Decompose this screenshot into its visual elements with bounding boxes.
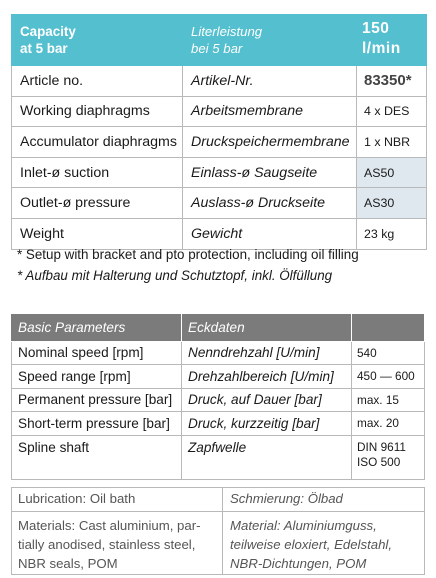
lubrication-row xyxy=(12,488,425,512)
param-label-en: Permanent pressure [bar] xyxy=(12,388,182,412)
spec-label-de: Auslass-ø Druckseite xyxy=(183,188,357,219)
param-value: 540 xyxy=(352,341,425,365)
spec-value: 4 x DES xyxy=(357,96,427,127)
capacity-value: 150 l/min xyxy=(357,15,427,66)
param-label-en: Nominal speed [rpm] xyxy=(12,341,182,365)
materials-de: Material: Aluminiumguss, teilweise eloxiert, Edelstahl, NBR-Dichtungen, POM xyxy=(223,512,425,575)
spec-row-accumulator-diaphragms xyxy=(12,127,427,158)
spline-standard-iso: ISO 500 xyxy=(357,455,401,469)
param-row-short-term-pressure xyxy=(12,412,425,436)
param-label-de: Nenndrehzahl [U/min] xyxy=(182,341,352,365)
param-label-de: Druck, auf Dauer [bar] xyxy=(182,388,352,412)
spec-label-de: Druckspeichermembrane xyxy=(183,127,357,158)
param-label-en: Speed range [rpm] xyxy=(12,365,182,389)
spec-row-outlet xyxy=(12,188,427,219)
spline-standard-din: DIN 9611 xyxy=(357,439,406,454)
param-row-permanent-pressure xyxy=(12,388,425,412)
spec-label-en: Working diaphragms xyxy=(12,96,183,127)
lubrication-materials-table xyxy=(11,487,425,575)
footnote-en: * Setup with bracket and pto protection, including oil filling xyxy=(17,247,359,262)
param-value: 450 — 600 xyxy=(352,365,425,389)
lubrication-en: Lubrication: Oil bath xyxy=(12,488,223,512)
spec-label-de: Einlass-ø Saugseite xyxy=(183,157,357,188)
param-label-en: Spline shaft xyxy=(12,435,182,479)
basic-parameters-table xyxy=(11,314,425,480)
spec-row-weight xyxy=(12,218,427,249)
spec-label-de: Gewicht xyxy=(183,218,357,249)
article-number: 83350* xyxy=(357,66,427,97)
param-label-en: Short-term pressure [bar] xyxy=(12,412,182,436)
footnote-de: * Aufbau mit Halterung und Schutztopf, inkl. Ölfüllung xyxy=(17,268,333,283)
lubrication-de: Schmierung: Ölbad xyxy=(223,488,425,512)
param-row-speed-range xyxy=(12,365,425,389)
spec-value: 23 kg xyxy=(357,218,427,249)
param-value xyxy=(352,435,425,479)
spec-row-article xyxy=(12,66,427,97)
materials-en: Materials: Cast aluminium, par- tially anodised, stainless steel, NBR seals, POM xyxy=(12,512,223,575)
spec-label-de: Arbeitsmembrane xyxy=(183,96,357,127)
capacity-label-en: Capacity at 5 bar xyxy=(12,15,183,66)
spec-row-inlet xyxy=(12,157,427,188)
materials-row xyxy=(12,512,425,575)
spec-label-en: Outlet-ø pressure xyxy=(12,188,183,219)
spec-label-en: Inlet-ø suction xyxy=(12,157,183,188)
capacity-header-row xyxy=(12,15,427,66)
param-value: max. 15 xyxy=(352,388,425,412)
param-row-spline-shaft xyxy=(12,435,425,479)
param-label-de: Druck, kurzzeitig [bar] xyxy=(182,412,352,436)
basic-parameters-header xyxy=(12,314,425,341)
spec-value: 1 x NBR xyxy=(357,127,427,158)
param-label-de: Drehzahlbereich [U/min] xyxy=(182,365,352,389)
param-label-de: Zapfwelle xyxy=(182,435,352,479)
spec-row-working-diaphragms xyxy=(12,96,427,127)
spec-label-en: Article no. xyxy=(12,66,183,97)
param-value: max. 20 xyxy=(352,412,425,436)
spec-table xyxy=(11,14,427,250)
capacity-label-de: Literleistung bei 5 bar xyxy=(183,15,357,66)
spec-label-de: Artikel-Nr. xyxy=(183,66,357,97)
spec-value: AS50 xyxy=(357,157,427,188)
header-label-de: Eckdaten xyxy=(182,314,352,341)
header-empty-cell xyxy=(352,314,425,341)
param-row-nominal-speed xyxy=(12,341,425,365)
header-label-en: Basic Parameters xyxy=(12,314,182,341)
spec-label-en: Accumulator diaphragms xyxy=(12,127,183,158)
spec-label-en: Weight xyxy=(12,218,183,249)
spec-value: AS30 xyxy=(357,188,427,219)
